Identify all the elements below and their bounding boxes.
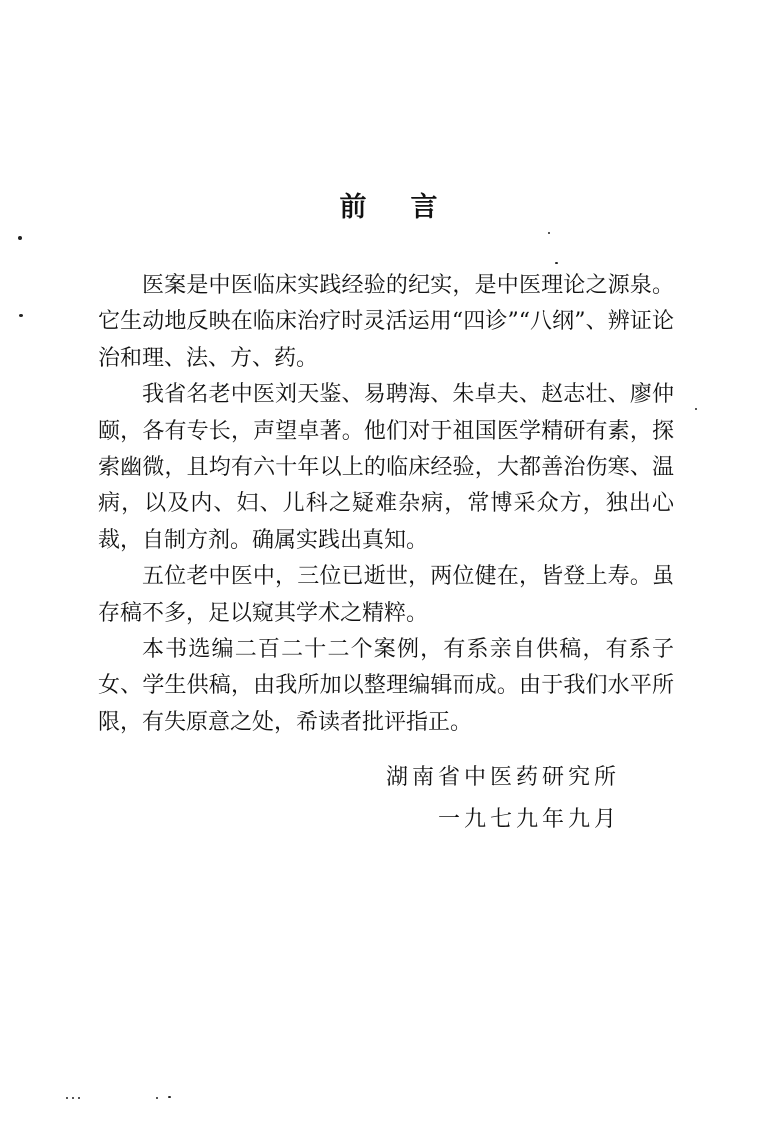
scan-speck (66, 1097, 68, 1099)
page-title: 前言 (339, 192, 482, 223)
scan-speck (695, 408, 697, 410)
scan-speck (555, 262, 558, 264)
scan-speck (18, 236, 22, 240)
scan-speck (156, 1097, 158, 1099)
scan-speck (78, 1097, 80, 1099)
preface-body (98, 268, 674, 741)
signature-date: 一九七九年九月 (438, 807, 621, 832)
scan-speck (548, 232, 550, 234)
scan-speck (19, 314, 23, 317)
scan-speck (72, 1097, 74, 1099)
paragraph: 我省名老中医刘天鉴、易聘海、朱卓夫、赵志壮、廖仲颐，各有专长，声望卓著。他们对于祖国医学精研有素，探索幽微，且均有六十年以上的临床经验，大都善治伤寒、温病，以及内、妇、儿科之疑难杂病，常博采众方，独出心裁，自制方剂。确属实践出真知。 (98, 382, 674, 553)
paragraph: 本书选编二百二十二个案例，有系亲自供稿，有系子女、学生供稿，由我所加以整理编辑而成。由于我们水平所限，有失原意之处，希读者批评指正。 (98, 637, 674, 735)
scan-speck (168, 1096, 171, 1098)
signature-organization: 湖南省中医药研究所 (386, 765, 621, 790)
paragraph: 医案是中医临床实践经验的纪实，是中医理论之源泉。它生动地反映在临床治疗时灵活运用“四诊”“八纲”、辨证论治和理、法、方、药。 (98, 273, 674, 371)
paragraph: 五位老中医中，三位已逝世，两位健在，皆登上寿。虽存稿不多，足以窥其学术之精粹。 (98, 564, 674, 626)
